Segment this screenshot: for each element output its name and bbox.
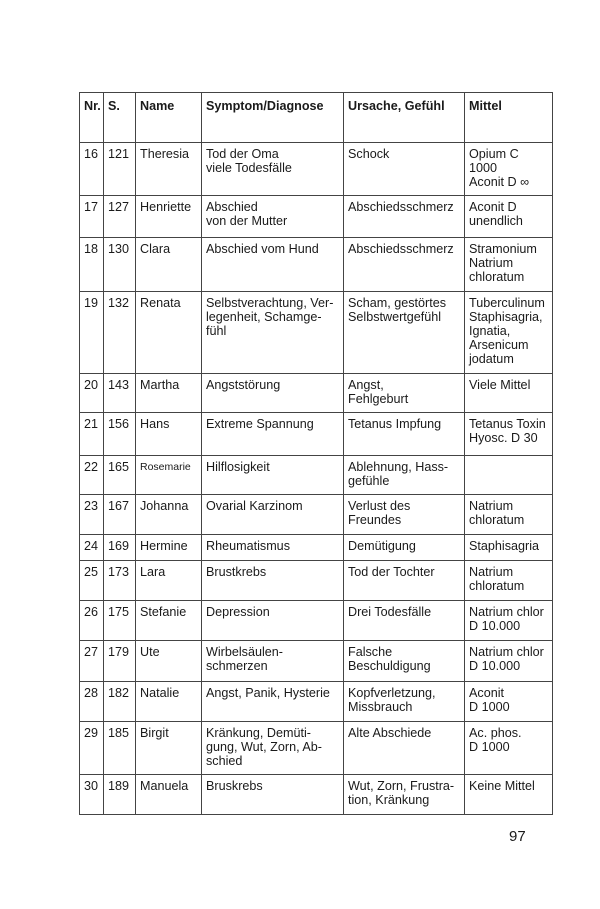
cell-symptom: Depression — [202, 601, 344, 641]
cell-symptom: Abschied von der Mutter — [202, 196, 344, 238]
cell-ursache: Scham, gestörtes Selbstwertgefühl — [344, 292, 465, 374]
cell-seite: 182 — [104, 682, 136, 722]
table-row — [80, 722, 553, 775]
cell-nr: 22 — [80, 456, 104, 495]
cell-seite: 130 — [104, 238, 136, 292]
table-row — [80, 495, 553, 535]
cell-symptom: Wirbelsäulen- schmerzen — [202, 641, 344, 682]
cell-name: Stefanie — [136, 601, 202, 641]
header-seite: S. — [104, 93, 136, 143]
cell-name: Manuela — [136, 775, 202, 815]
table-row — [80, 292, 553, 374]
cell-mittel: Viele Mittel — [465, 374, 553, 413]
cell-ursache: Abschiedsschmerz — [344, 196, 465, 238]
cell-seite: 143 — [104, 374, 136, 413]
header-ursache: Ursache, Gefühl — [344, 93, 465, 143]
cell-mittel: Aconit D unendlich — [465, 196, 553, 238]
case-table — [79, 92, 553, 815]
cell-seite: 185 — [104, 722, 136, 775]
cell-seite: 173 — [104, 561, 136, 601]
header-name: Name — [136, 93, 202, 143]
cell-nr: 30 — [80, 775, 104, 815]
cell-name: Hermine — [136, 535, 202, 561]
cell-seite: 156 — [104, 413, 136, 456]
cell-seite: 167 — [104, 495, 136, 535]
cell-seite: 132 — [104, 292, 136, 374]
header-nr: Nr. — [80, 93, 104, 143]
cell-ursache: Wut, Zorn, Frustra- tion, Kränkung — [344, 775, 465, 815]
cell-name: Hans — [136, 413, 202, 456]
table-row — [80, 196, 553, 238]
cell-name: Birgit — [136, 722, 202, 775]
table-row — [80, 561, 553, 601]
cell-mittel — [465, 456, 553, 495]
cell-name: Lara — [136, 561, 202, 601]
cell-symptom: Extreme Spannung — [202, 413, 344, 456]
cell-ursache: Abschiedsschmerz — [344, 238, 465, 292]
cell-symptom: Angststörung — [202, 374, 344, 413]
table-row — [80, 641, 553, 682]
cell-nr: 29 — [80, 722, 104, 775]
cell-seite: 189 — [104, 775, 136, 815]
table-row — [80, 143, 553, 196]
cell-name: Clara — [136, 238, 202, 292]
cell-seite: 121 — [104, 143, 136, 196]
cell-nr: 27 — [80, 641, 104, 682]
cell-ursache: Demütigung — [344, 535, 465, 561]
cell-nr: 26 — [80, 601, 104, 641]
cell-mittel: Natrium chloratum — [465, 561, 553, 601]
table-row — [80, 413, 553, 456]
cell-symptom: Ovarial Karzinom — [202, 495, 344, 535]
cell-ursache: Angst, Fehlgeburt — [344, 374, 465, 413]
cell-ursache: Tetanus Impfung — [344, 413, 465, 456]
cell-nr: 19 — [80, 292, 104, 374]
cell-mittel: Keine Mittel — [465, 775, 553, 815]
cell-name: Natalie — [136, 682, 202, 722]
cell-mittel: Natrium chloratum — [465, 495, 553, 535]
header-symptom: Symptom/Diagnose — [202, 93, 344, 143]
cell-mittel: Natrium chlor D 10.000 — [465, 601, 553, 641]
cell-nr: 28 — [80, 682, 104, 722]
cell-symptom: Rheumatismus — [202, 535, 344, 561]
cell-nr: 24 — [80, 535, 104, 561]
cell-nr: 25 — [80, 561, 104, 601]
cell-name: Ute — [136, 641, 202, 682]
cell-mittel: Ac. phos. D 1000 — [465, 722, 553, 775]
cell-name: Johanna — [136, 495, 202, 535]
cell-symptom: Abschied vom Hund — [202, 238, 344, 292]
cell-name: Henriette — [136, 196, 202, 238]
cell-ursache: Verlust des Freundes — [344, 495, 465, 535]
cell-mittel: Tuberculinum Staphisagria, Ignatia, Arsenicum jodatum — [465, 292, 553, 374]
cell-symptom: Selbstverachtung, Ver- legenheit, Schamge- fühl — [202, 292, 344, 374]
cell-ursache: Alte Abschiede — [344, 722, 465, 775]
table-row — [80, 775, 553, 815]
cell-ursache: Schock — [344, 143, 465, 196]
cell-ursache: Ablehnung, Hass- gefühle — [344, 456, 465, 495]
cell-symptom: Brustkrebs — [202, 561, 344, 601]
cell-symptom: Tod der Oma viele Todesfälle — [202, 143, 344, 196]
cell-symptom: Angst, Panik, Hysterie — [202, 682, 344, 722]
cell-seite: 175 — [104, 601, 136, 641]
table-row — [80, 456, 553, 495]
cell-seite: 169 — [104, 535, 136, 561]
cell-seite: 127 — [104, 196, 136, 238]
cell-ursache: Falsche Beschuldigung — [344, 641, 465, 682]
cell-ursache: Tod der Tochter — [344, 561, 465, 601]
cell-seite: 165 — [104, 456, 136, 495]
header-mittel: Mittel — [465, 93, 553, 143]
cell-ursache: Kopfverletzung, Missbrauch — [344, 682, 465, 722]
cell-name: Renata — [136, 292, 202, 374]
cell-mittel: Stramonium Natrium chloratum — [465, 238, 553, 292]
cell-symptom: Hilflosigkeit — [202, 456, 344, 495]
cell-ursache: Drei Todesfälle — [344, 601, 465, 641]
cell-mittel: Opium C 1000 Aconit D ∞ — [465, 143, 553, 196]
page-number: 97 — [509, 828, 526, 845]
cell-nr: 21 — [80, 413, 104, 456]
cell-mittel: Staphisagria — [465, 535, 553, 561]
cell-nr: 23 — [80, 495, 104, 535]
cell-nr: 18 — [80, 238, 104, 292]
table-row — [80, 238, 553, 292]
table-row — [80, 601, 553, 641]
cell-symptom: Bruskrebs — [202, 775, 344, 815]
cell-nr: 20 — [80, 374, 104, 413]
cell-nr: 16 — [80, 143, 104, 196]
cell-name: Theresia — [136, 143, 202, 196]
table-row — [80, 535, 553, 561]
cell-name: Rosemarie — [136, 456, 202, 495]
header-row — [80, 93, 553, 143]
cell-symptom: Kränkung, Demüti- gung, Wut, Zorn, Ab- schied — [202, 722, 344, 775]
cell-nr: 17 — [80, 196, 104, 238]
table-row — [80, 682, 553, 722]
cell-mittel: Aconit D 1000 — [465, 682, 553, 722]
cell-mittel: Natrium chlor D 10.000 — [465, 641, 553, 682]
cell-seite: 179 — [104, 641, 136, 682]
cell-mittel: Tetanus Toxin Hyosc. D 30 — [465, 413, 553, 456]
table-row — [80, 374, 553, 413]
cell-name: Martha — [136, 374, 202, 413]
